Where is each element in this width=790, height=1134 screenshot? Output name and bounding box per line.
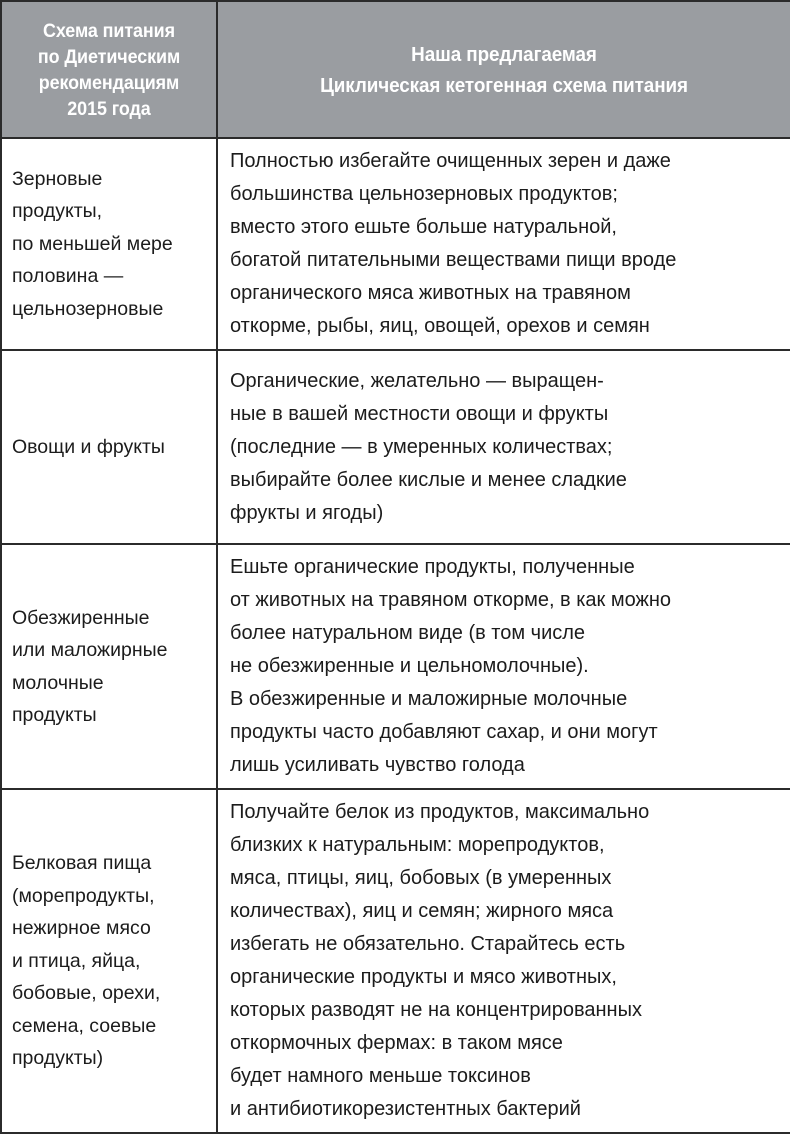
column-header-right-line-2: Циклическая кетогенная схема питания	[320, 73, 688, 97]
row-4-left-line-6: семена, соевые	[12, 1014, 157, 1037]
row-4-right-line-5: избегать не обязательно. Старайтесь есть	[230, 933, 626, 955]
column-header-left-line-3: рекомендациям	[38, 71, 180, 94]
row-4-right-line-3: мяса, птицы, яиц, бобовых (в умеренных	[230, 867, 612, 889]
row-3-right-line-5: В обезжиренные и маложирные молочные	[230, 688, 628, 710]
row-2-recommendation-vegetables-fruits	[217, 350, 790, 544]
column-header-dietary-guidelines-2015	[1, 1, 217, 138]
row-3-right-line-4: не обезжиренные и цельномолочные).	[230, 655, 589, 677]
row-1-right-line-5: органического мяса животных на травяном	[230, 282, 631, 304]
row-1-right-line-6: откорме, рыбы, яиц, овощей, орехов и семян	[230, 315, 650, 337]
column-header-cyclic-ketogenic-plan	[217, 1, 790, 138]
row-4-left-line-1: Белковая пища	[12, 852, 152, 875]
row-1-recommendation-grains	[217, 138, 790, 350]
table-body	[1, 138, 790, 1133]
row-2-right-line-1: Органические, желательно — выращен-	[230, 369, 604, 392]
row-1-left-line-3: по меньшей мере	[12, 232, 173, 255]
row-3-right-line-1: Ешьте органические продукты, полученные	[230, 556, 635, 578]
column-header-left-line-2: по Диетическим	[37, 45, 181, 68]
row-2-right-line-2: ные в вашей местности овощи и фрукты	[230, 402, 609, 425]
row-2-right-line-5: фрукты и ягоды)	[230, 501, 384, 524]
row-2-category-vegetables-fruits	[1, 350, 217, 544]
row-3-right-line-2: от животных на травяном откорме, в как можно	[230, 589, 672, 611]
row-4-left-line-2: (морепродукты,	[12, 884, 155, 907]
row-3-right-line-3: более натуральном виде (в том числе	[230, 622, 586, 644]
row-4-right-line-8: откормочных фермах: в таком мясе	[230, 1032, 563, 1054]
row-1-left-line-1: Зерновые	[12, 167, 103, 190]
column-header-right-line-1: Наша предлагаемая	[411, 42, 597, 66]
row-2-right-line-3: (последние — в умеренных количествах;	[230, 435, 613, 458]
row-4-right-line-4: количествах), яиц и семян; жирного мяса	[230, 900, 614, 922]
row-4-right-line-7: которых разводят не на концентрированных	[230, 999, 642, 1021]
row-1-left-line-4: половина —	[12, 265, 124, 288]
row-4-right-line-6: органические продукты и мясо животных,	[230, 966, 617, 988]
row-1-right-line-4: богатой питательными веществами пищи вроде	[230, 249, 677, 271]
row-4-recommendation-protein	[217, 789, 790, 1133]
row-4-left-line-5: бобовые, орехи,	[12, 982, 161, 1005]
table-row	[1, 789, 790, 1133]
row-3-left-line-3: молочные	[12, 671, 104, 694]
row-4-left-line-7: продукты)	[12, 1047, 104, 1070]
row-1-left-line-5: цельнозерновые	[12, 297, 164, 320]
row-1-right-line-3: вместо этого ешьте больше натуральной,	[230, 216, 617, 238]
column-header-left-line-1: Схема питания	[43, 19, 175, 42]
row-3-category-dairy	[1, 544, 217, 789]
table-header	[1, 1, 790, 138]
table-row	[1, 544, 790, 789]
table-row	[1, 138, 790, 350]
row-1-right-line-1: Полностью избегайте очищенных зерен и даже	[230, 150, 671, 172]
header-row	[1, 1, 790, 138]
row-4-left-line-4: и птица, яйца,	[12, 949, 141, 972]
row-3-left-line-4: продукты	[12, 704, 97, 726]
column-header-left-line-4: 2015 года	[67, 97, 151, 120]
row-3-right-line-6: продукты часто добавляют сахар, и они могут	[230, 721, 658, 743]
row-4-right-line-1: Получайте белок из продуктов, максимально	[230, 801, 650, 823]
row-1-category-grains	[1, 138, 217, 350]
row-4-category-protein	[1, 789, 217, 1133]
row-4-right-line-2: близких к натуральным: морепродуктов,	[230, 834, 605, 856]
row-4-right-line-9: будет намного меньше токсинов	[230, 1065, 531, 1087]
row-4-left-line-3: нежирное мясо	[12, 917, 151, 940]
row-2-right-line-4: выбирайте более кислые и менее сладкие	[230, 468, 627, 491]
row-1-right-line-2: большинства цельнозерновых продуктов;	[230, 183, 618, 205]
table-row	[1, 350, 790, 544]
row-3-right-line-7: лишь усиливать чувство голода	[230, 754, 525, 776]
row-3-left-line-2: или маложирные	[12, 639, 168, 661]
row-3-left-line-1: Обезжиренные	[12, 606, 150, 629]
row-3-recommendation-dairy	[217, 544, 790, 789]
row-2-left-line-1: Овощи и фрукты	[12, 435, 165, 458]
row-1-left-line-2: продукты,	[12, 200, 103, 223]
row-4-right-line-10: и антибиотикорезистентных бактерий	[230, 1098, 581, 1120]
